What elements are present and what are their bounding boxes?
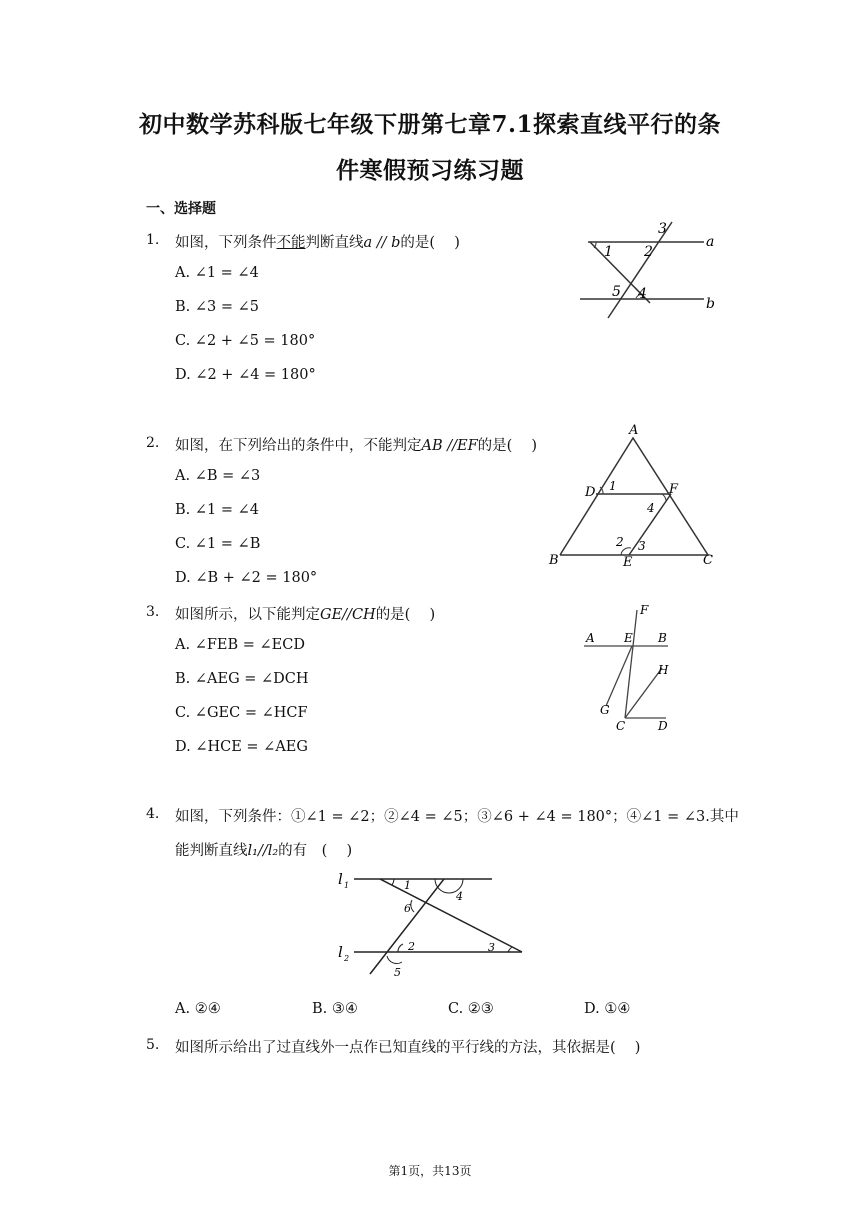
line-label: l [338,870,343,888]
question-text-part: 如图，在下列给出的条件中，不能判定 [175,438,422,454]
question-4-line1: 如图，下列条件：①∠1 = ∠2；②∠4 = ∠5；③∠6 + ∠4 = 180°；④∠1 = ∠3.其中 [175,809,739,825]
question-text-part: 如图，下列条件 [175,235,277,251]
point-label: E [624,631,633,645]
point-label: A [586,631,595,645]
option-b: B. ∠3 = ∠5 [175,299,259,315]
question-text-part: 的是( ) [400,235,460,251]
point-label: D [585,485,596,500]
question-text-part: 判断直线 [305,235,364,251]
angle-label: 5 [394,966,401,979]
option-a: A. ∠1 = ∠4 [175,265,259,281]
page-title-line2: 件寒假预习练习题 [336,157,524,184]
question-text-part: 的是( ) [477,438,538,454]
angle-label: 1 [404,879,411,892]
question-4-line2 [175,839,352,860]
point-label: A [629,423,639,438]
point-label: B [658,631,667,645]
figure-q1 [574,218,724,327]
option-a: A. ∠B = ∠3 [175,468,261,484]
question-1-text [175,231,460,252]
point-label: D [658,719,668,733]
underlined-text: 不能 [276,235,306,251]
question-text-part: 的有 ( ) [278,843,353,859]
option-d: D. ∠2 + ∠4 = 180° [175,367,316,383]
angle-label: 4 [638,286,647,302]
line-label-subscript: 1 [344,881,350,890]
angle-label: 3 [658,221,667,237]
option-c: C. ∠1 = ∠B [175,536,261,552]
line-label: l [338,943,343,961]
question-3-text [175,603,435,624]
question-number: 2. [146,435,160,451]
point-label: B [549,553,559,568]
question-5-text: 如图所示给出了过直线外一点作已知直线的平行线的方法，其依据是( ) [175,1040,641,1056]
angle-label: 1 [609,479,617,493]
option-d: D. ①④ [584,1001,631,1017]
option-b: B. ③④ [312,1001,358,1017]
point-label: G [600,703,610,717]
option-d: D. ∠B + ∠2 = 180° [175,570,318,586]
angle-label: 2 [644,244,653,260]
question-number: 3. [146,604,160,620]
option-a: A. ∠FEB = ∠ECD [175,637,305,653]
math-expression: a // b [363,235,401,251]
angle-label: 5 [612,284,621,300]
question-text-part: 的是( ) [375,607,436,623]
point-label: C [703,553,713,568]
angle-label: 1 [604,244,613,260]
option-a: A. ②④ [175,1001,221,1017]
page-footer: 第1页，共13页 [388,1164,472,1178]
angle-label: 2 [408,940,415,953]
line-label: b [706,296,715,312]
figure-q4 [332,866,532,988]
angle-label: 3 [638,539,646,553]
question-text-part: 能判断直线 [175,843,248,859]
question-number: 4. [146,806,160,822]
option-b: B. ∠1 = ∠4 [175,502,259,518]
point-label: F [640,603,649,617]
line-label: a [706,234,715,250]
question-number: 5. [146,1037,160,1053]
option-c: C. ∠GEC = ∠HCF [175,705,308,721]
angle-label: 4 [456,890,463,903]
math-expression: GE//CH [320,607,376,623]
angle-label: 3 [488,941,495,954]
point-label: E [623,555,633,570]
math-expression: l₁//l₂ [247,843,279,859]
question-number: 1. [146,232,160,248]
section-heading: 一、选择题 [146,201,216,217]
point-label: C [616,719,626,733]
figure-q2 [545,420,720,574]
line-label-subscript: 2 [344,954,350,963]
angle-label: 4 [647,501,655,515]
angle-label: 6 [404,902,411,915]
page-title-line1: 初中数学苏科版七年级下册第七章7.1探索直线平行的条 [138,111,721,138]
option-c: C. ∠2 + ∠5 = 180° [175,333,316,349]
option-c: C. ②③ [448,1001,494,1017]
question-2-text [175,434,537,455]
math-expression: AB //EF [421,438,478,454]
option-d: D. ∠HCE = ∠AEG [175,739,308,755]
question-text-part: 如图所示，以下能判定 [175,607,320,623]
point-label: H [658,663,669,677]
option-b: B. ∠AEG = ∠DCH [175,671,309,687]
angle-label: 2 [616,535,624,549]
point-label: F [669,482,679,497]
figure-q3 [572,596,717,740]
